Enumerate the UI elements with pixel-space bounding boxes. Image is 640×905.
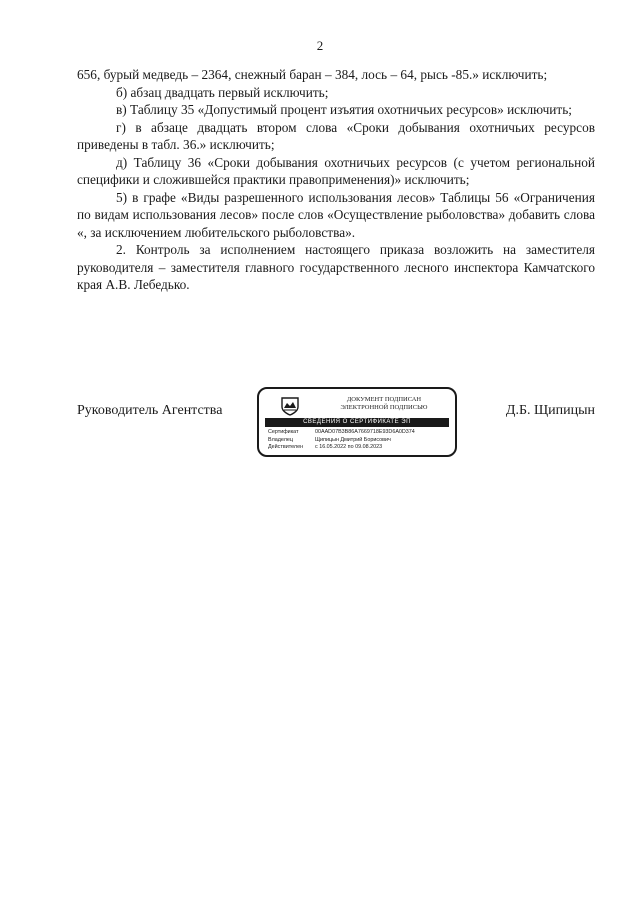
- electronic-signature-stamp: [257, 387, 457, 457]
- stamp-details: [268, 429, 448, 452]
- page-number: 2: [316, 38, 324, 53]
- stamp-row-validity: [268, 444, 448, 452]
- stamp-owner-value: Щипицын Дмитрий Борисович: [315, 436, 391, 443]
- signer-name: Д.Б. Щипицын: [505, 403, 595, 418]
- signer-title: Руководитель Агентства: [77, 403, 223, 418]
- stamp-row-owner: [268, 437, 448, 445]
- paragraph-item-v: в) Таблицу 35 «Допустимый процент изъятия охотничьих ресурсов» исключить;: [116, 102, 572, 117]
- stamp-heading-line-1: ДОКУМЕНТ ПОДПИСАН: [346, 396, 422, 403]
- stamp-heading-line-2: ЭЛЕКТРОННОЙ ПОДПИСЬЮ: [340, 404, 428, 411]
- coat-of-arms-icon: [279, 395, 301, 417]
- paragraph-item-g: г) в абзаце двадцать втором слова «Сроки добывания охотничьих ресурсов приведены в табл. 36.» исключить;: [77, 119, 595, 152]
- document-body: [77, 66, 595, 294]
- stamp-owner-label: Владелец: [268, 436, 293, 443]
- paragraph-control-clause: 2. Контроль за исполнением настоящего приказа возложить на заместителя руководителя – заместителя главного государственного лесного инспектора Камчатского края А.В. Лебедько.: [77, 242, 595, 292]
- paragraph-continuation: 656, бурый медведь – 2364, снежный баран – 384, лось – 64, рысь -85.» исключить;: [77, 67, 548, 82]
- stamp-row-certificate: [268, 429, 448, 437]
- stamp-valid-value: с 16.05.2022 по 09.08.2023: [315, 444, 383, 450]
- paragraph-item-b: б) абзац двадцать первый исключить;: [116, 84, 329, 100]
- signature-block: [77, 387, 595, 467]
- stamp-heading: [319, 396, 449, 412]
- stamp-certificate-label: Сертификат: [268, 429, 299, 435]
- stamp-valid-label: Действителен: [268, 444, 304, 450]
- stamp-certificate-bar: СВЕДЕНИЯ О СЕРТИФИКАТЕ ЭП: [265, 418, 449, 427]
- paragraph-item-d: д) Таблицу 36 «Сроки добывания охотничьих ресурсов (с учетом региональной специфики и сложившейся практики правоприменения)» исключить;: [77, 154, 595, 187]
- paragraph-item-5: 5) в графе «Виды разрешенного использования лесов» Таблицы 56 «Ограничения по видам использования лесов» после слов «Осуществление рыболовства» добавить слова «, за исключением любительского рыболовства».: [77, 189, 595, 240]
- stamp-certificate-value: 00AAD07B3B86A7669718E93D6A0D374: [315, 429, 415, 435]
